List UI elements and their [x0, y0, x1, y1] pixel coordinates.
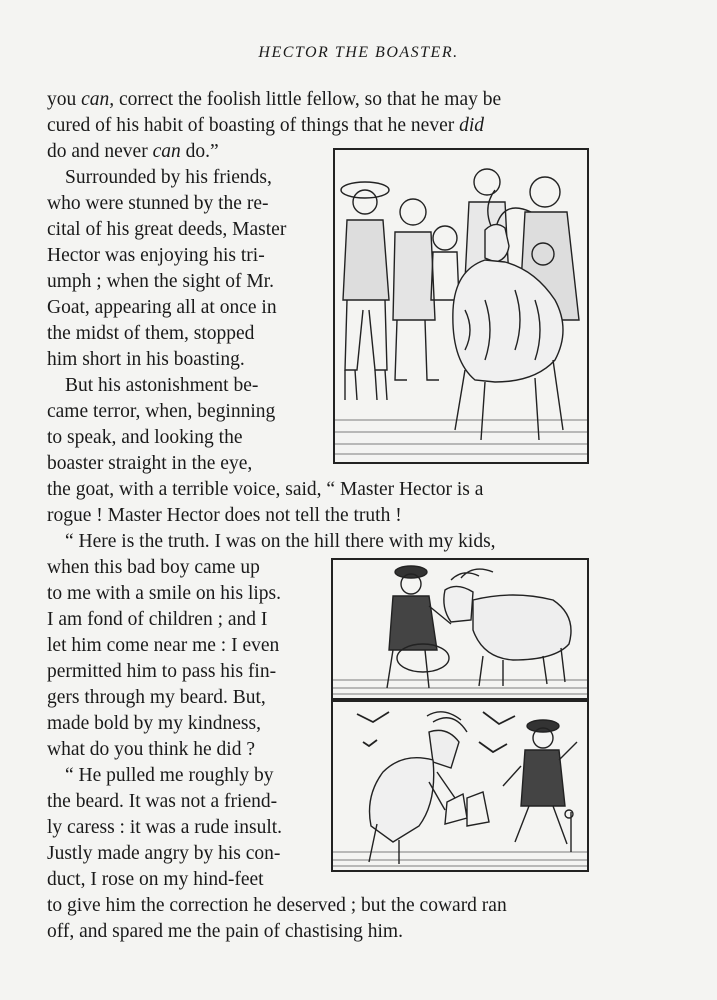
- text-line: gers through my beard. But,: [47, 687, 266, 708]
- text-line: him short in his boasting.: [47, 349, 245, 370]
- text-line: came terror, when, beginning: [47, 401, 276, 422]
- text-line: But his astonishment be-: [65, 375, 259, 396]
- italic-word: can,: [81, 89, 115, 110]
- text-line: I am fond of children ; and I: [47, 609, 268, 630]
- text-line: Hector was enjoying his tri-: [47, 245, 265, 266]
- text-fragment: do and never: [47, 141, 153, 162]
- text-line: [47, 88, 592, 112]
- text-line: the goat, with a terrible voice, said, “ Master Hector is a: [47, 479, 484, 500]
- text-line: to give him the correction he deserved ; but the coward ran: [47, 895, 507, 916]
- text-line: made bold by my kindness,: [47, 713, 261, 734]
- text-line: the midst of them, stopped: [47, 323, 255, 344]
- text-line: Justly made angry by his con-: [47, 843, 281, 864]
- illustration-boy-and-goat: [331, 558, 589, 700]
- text-line: permitted him to pass his fin-: [47, 661, 277, 682]
- text-fragment: you: [47, 89, 82, 110]
- illustration-goat-rearing: [331, 700, 589, 872]
- text-line: [47, 114, 592, 138]
- illustration-children-and-goat: [333, 148, 589, 464]
- text-line: when this bad boy came up: [47, 557, 260, 578]
- text-line: to me with a smile on his lips.: [47, 583, 281, 604]
- text-line: “ He pulled me roughly by: [65, 765, 274, 786]
- italic-word: can: [152, 141, 181, 162]
- text-line: [47, 140, 320, 164]
- text-line: Goat, appearing all at once in: [47, 297, 277, 318]
- text-fragment: do.”: [180, 141, 219, 162]
- text-line: off, and spared me the pain of chastising him.: [47, 921, 403, 942]
- text-line: who were stunned by the re-: [47, 193, 269, 214]
- text-fragment: cured of his habit of boasting of things that he never: [47, 115, 460, 136]
- text-line: rogue ! Master Hector does not tell the truth !: [47, 505, 402, 526]
- text-fragment: correct the foolish little fellow, so that he may be: [114, 89, 502, 110]
- text-line: what do you think he did ?: [47, 739, 255, 760]
- italic-word: did: [459, 115, 485, 136]
- text-line: boaster straight in the eye,: [47, 453, 253, 474]
- text-line: cital of his great deeds, Master: [47, 219, 287, 240]
- text-line: ly caress : it was a rude insult.: [47, 817, 283, 838]
- running-head: HECTOR THE BOASTER.: [258, 44, 459, 61]
- text-line: the beard. It was not a friend-: [47, 791, 278, 812]
- text-line: umph ; when the sight of Mr.: [47, 271, 274, 292]
- text-line: “ Here is the truth. I was on the hill there with my kids,: [65, 531, 496, 552]
- text-line: duct, I rose on my hind-feet: [47, 869, 264, 890]
- text-line: Surrounded by his friends,: [65, 167, 272, 188]
- text-line: to speak, and looking the: [47, 427, 243, 448]
- text-line: let him come near me : I even: [47, 635, 280, 656]
